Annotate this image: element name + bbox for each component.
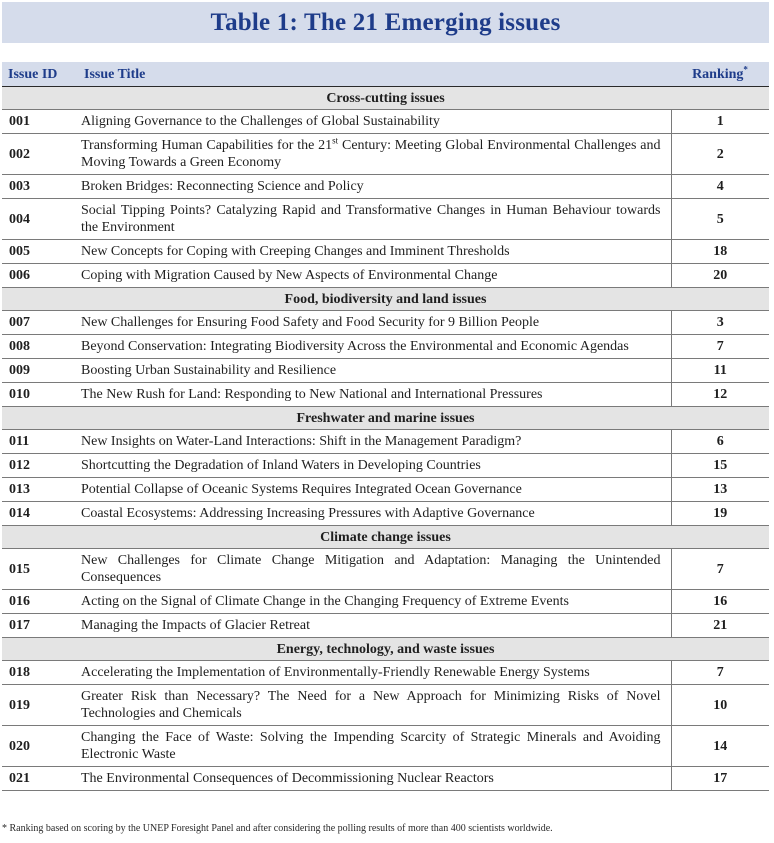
issue-title-cell: Aligning Governance to the Challenges of Global Sustainability bbox=[78, 110, 671, 134]
issue-title-cell: Greater Risk than Necessary? The Need for a New Approach for Minimizing Risks of Novel Technologies and Chemicals bbox=[78, 685, 671, 726]
issue-id-cell: 009 bbox=[2, 359, 78, 383]
issue-title-cell: Acting on the Signal of Climate Change in the Changing Frequency of Extreme Events bbox=[78, 590, 671, 614]
ranking-cell: 2 bbox=[671, 134, 769, 175]
table-row bbox=[2, 311, 769, 335]
emerging-issues-table bbox=[2, 62, 769, 791]
footnote: * Ranking based on scoring by the UNEP Foresight Panel and after considering the polling results of more than 400 scientists worldwide. bbox=[2, 823, 553, 834]
issue-title-cell: Coastal Ecosystems: Addressing Increasing Pressures with Adaptive Governance bbox=[78, 502, 671, 526]
section-header-row bbox=[2, 638, 769, 661]
ranking-cell: 14 bbox=[671, 726, 769, 767]
ranking-cell: 6 bbox=[671, 430, 769, 454]
table-row bbox=[2, 430, 769, 454]
issue-id-cell: 010 bbox=[2, 383, 78, 407]
ranking-cell: 11 bbox=[671, 359, 769, 383]
issue-id-cell: 005 bbox=[2, 240, 78, 264]
table-row bbox=[2, 359, 769, 383]
section-header-row bbox=[2, 87, 769, 110]
ranking-cell: 7 bbox=[671, 549, 769, 590]
issue-id-cell: 012 bbox=[2, 454, 78, 478]
section-title: Climate change issues bbox=[2, 526, 769, 549]
ranking-cell: 15 bbox=[671, 454, 769, 478]
issue-title-cell: Accelerating the Implementation of Environmentally-Friendly Renewable Energy Systems bbox=[78, 661, 671, 685]
table-row bbox=[2, 661, 769, 685]
issue-title-text: Century: Meeting Global Environmental Challenges and Moving Towards a Green Economy bbox=[81, 138, 661, 170]
table-title: Table 1: The 21 Emerging issues bbox=[210, 8, 561, 36]
issue-title-cell: The Environmental Consequences of Decommissioning Nuclear Reactors bbox=[78, 767, 671, 791]
table-row bbox=[2, 199, 769, 240]
issue-id-cell: 017 bbox=[2, 614, 78, 638]
column-header-ranking bbox=[671, 62, 769, 87]
issue-title-cell: Boosting Urban Sustainability and Resilience bbox=[78, 359, 671, 383]
issue-id-cell: 001 bbox=[2, 110, 78, 134]
issue-title-cell: Beyond Conservation: Integrating Biodiversity Across the Environmental and Economic Agendas bbox=[78, 335, 671, 359]
issue-title-cell: Potential Collapse of Oceanic Systems Requires Integrated Ocean Governance bbox=[78, 478, 671, 502]
section-header-row bbox=[2, 526, 769, 549]
ranking-header-label: Ranking bbox=[692, 66, 744, 82]
issue-title-cell: New Concepts for Coping with Creeping Changes and Imminent Thresholds bbox=[78, 240, 671, 264]
issue-title-cell: Coping with Migration Caused by New Aspects of Environmental Change bbox=[78, 264, 671, 288]
issue-id-cell: 018 bbox=[2, 661, 78, 685]
title-banner bbox=[2, 2, 769, 43]
issue-title-cell: New Insights on Water-Land Interactions: Shift in the Management Paradigm? bbox=[78, 430, 671, 454]
ranking-cell: 17 bbox=[671, 767, 769, 791]
ranking-cell: 3 bbox=[671, 311, 769, 335]
issue-title-cell: Broken Bridges: Reconnecting Science and Policy bbox=[78, 175, 671, 199]
ranking-cell: 7 bbox=[671, 335, 769, 359]
table-body bbox=[2, 87, 769, 791]
table-row bbox=[2, 549, 769, 590]
table-row bbox=[2, 685, 769, 726]
issue-id-cell: 019 bbox=[2, 685, 78, 726]
section-header-row bbox=[2, 288, 769, 311]
ranking-cell: 10 bbox=[671, 685, 769, 726]
table-row bbox=[2, 454, 769, 478]
section-header-row bbox=[2, 407, 769, 430]
section-title: Cross-cutting issues bbox=[2, 87, 769, 110]
table-row bbox=[2, 175, 769, 199]
table-row bbox=[2, 240, 769, 264]
issue-id-cell: 004 bbox=[2, 199, 78, 240]
issue-title-cell bbox=[78, 134, 671, 175]
table-row bbox=[2, 134, 769, 175]
table-row bbox=[2, 590, 769, 614]
table-row bbox=[2, 264, 769, 288]
issue-title-cell: New Challenges for Ensuring Food Safety and Food Security for 9 Billion People bbox=[78, 311, 671, 335]
column-header-issue-title: Issue Title bbox=[78, 62, 671, 87]
issue-title-cell: Shortcutting the Degradation of Inland Waters in Developing Countries bbox=[78, 454, 671, 478]
issue-title-cell: Managing the Impacts of Glacier Retreat bbox=[78, 614, 671, 638]
issue-id-cell: 008 bbox=[2, 335, 78, 359]
issue-title-text: Transforming Human Capabilities for the 21 bbox=[81, 138, 333, 153]
issue-id-cell: 014 bbox=[2, 502, 78, 526]
table-row bbox=[2, 502, 769, 526]
ordinal-suffix: st bbox=[332, 135, 339, 146]
issue-id-cell: 015 bbox=[2, 549, 78, 590]
ranking-cell: 18 bbox=[671, 240, 769, 264]
table-header-row bbox=[2, 62, 769, 87]
table-row bbox=[2, 335, 769, 359]
section-title: Freshwater and marine issues bbox=[2, 407, 769, 430]
ranking-cell: 4 bbox=[671, 175, 769, 199]
table-row bbox=[2, 110, 769, 134]
ranking-cell: 12 bbox=[671, 383, 769, 407]
ranking-cell: 5 bbox=[671, 199, 769, 240]
issue-title-cell: Changing the Face of Waste: Solving the Impending Scarcity of Strategic Minerals and Avoiding Electronic Waste bbox=[78, 726, 671, 767]
issue-id-cell: 021 bbox=[2, 767, 78, 791]
table-row bbox=[2, 726, 769, 767]
ranking-cell: 7 bbox=[671, 661, 769, 685]
ranking-cell: 21 bbox=[671, 614, 769, 638]
issue-title-cell: The New Rush for Land: Responding to New National and International Pressures bbox=[78, 383, 671, 407]
ranking-footnote-mark: * bbox=[743, 63, 748, 74]
issue-title-cell: New Challenges for Climate Change Mitigation and Adaptation: Managing the Unintended Consequences bbox=[78, 549, 671, 590]
ranking-cell: 19 bbox=[671, 502, 769, 526]
table-row bbox=[2, 383, 769, 407]
issue-id-cell: 020 bbox=[2, 726, 78, 767]
issue-id-cell: 011 bbox=[2, 430, 78, 454]
column-header-issue-id: Issue ID bbox=[2, 62, 78, 87]
ranking-cell: 13 bbox=[671, 478, 769, 502]
issue-id-cell: 013 bbox=[2, 478, 78, 502]
issue-title-cell: Social Tipping Points? Catalyzing Rapid and Transformative Changes in Human Behaviour towards the Environment bbox=[78, 199, 671, 240]
issue-id-cell: 002 bbox=[2, 134, 78, 175]
issue-id-cell: 006 bbox=[2, 264, 78, 288]
table-row bbox=[2, 767, 769, 791]
ranking-cell: 16 bbox=[671, 590, 769, 614]
issue-id-cell: 003 bbox=[2, 175, 78, 199]
table-row bbox=[2, 614, 769, 638]
table-row bbox=[2, 478, 769, 502]
section-title: Food, biodiversity and land issues bbox=[2, 288, 769, 311]
ranking-cell: 20 bbox=[671, 264, 769, 288]
ranking-cell: 1 bbox=[671, 110, 769, 134]
issue-id-cell: 016 bbox=[2, 590, 78, 614]
section-title: Energy, technology, and waste issues bbox=[2, 638, 769, 661]
issue-id-cell: 007 bbox=[2, 311, 78, 335]
